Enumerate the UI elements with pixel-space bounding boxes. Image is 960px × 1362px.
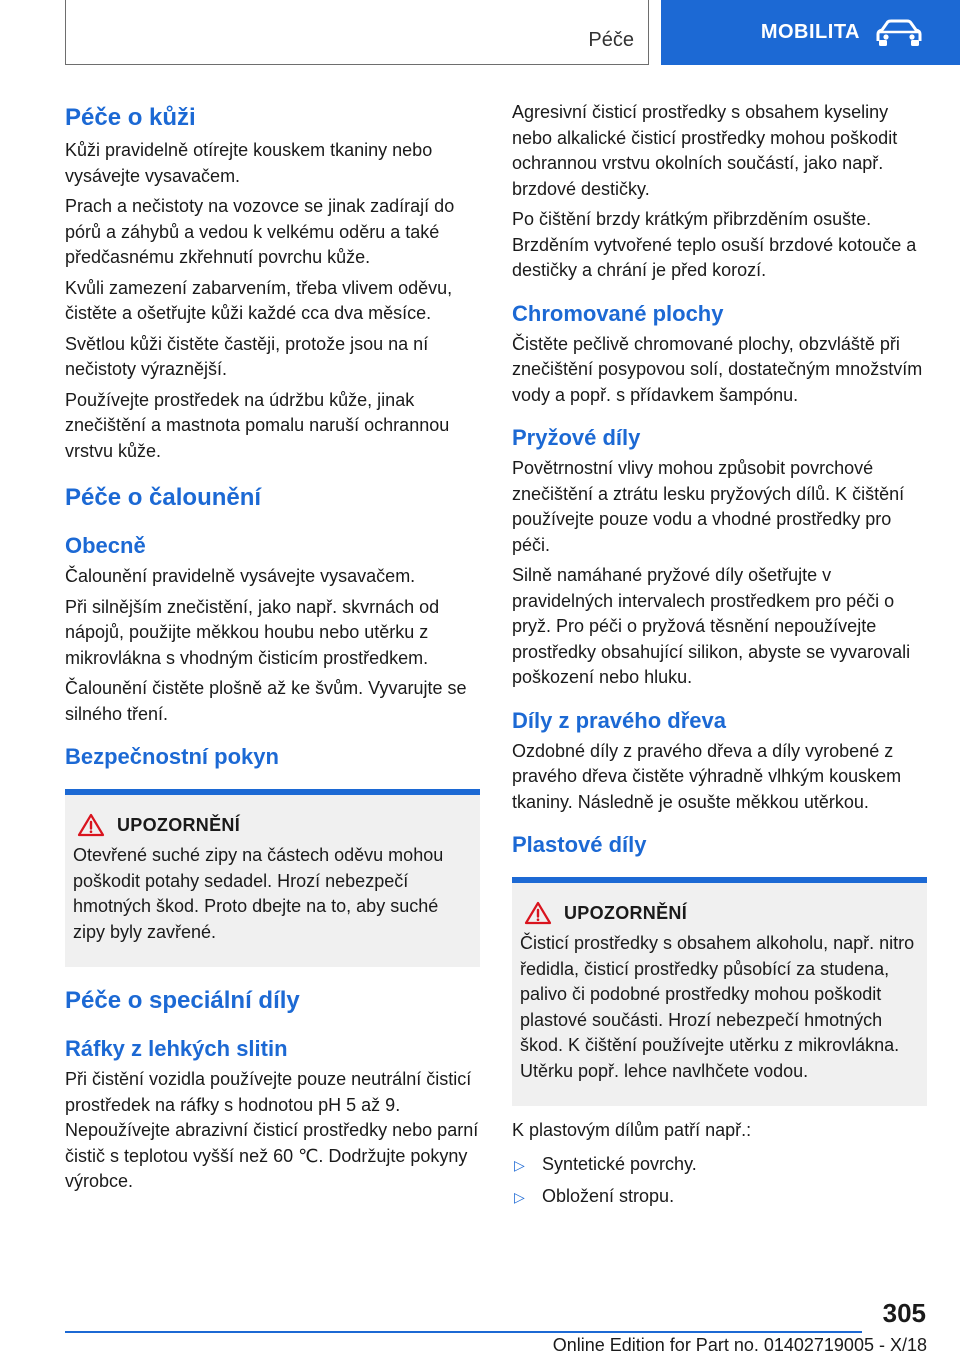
general-paragraph-1: Čalounění pravidelně vysávejte vysavačem.: [65, 566, 416, 586]
wood-paragraph-1: Ozdobné díly z pravého dřeva a díly vyrobené z pravého dřeva čistěte výhradně vlhkým kouskem tkaniny. Následně je osušte měkkou utěrkou.: [512, 740, 902, 812]
list-item: [512, 1149, 927, 1181]
list-item: [512, 1181, 927, 1213]
header-section-box: [65, 0, 649, 65]
list-item-text: Syntetické povrchy.: [542, 1153, 697, 1174]
chrome-surfaces-subtitle: Chromované plochy: [512, 300, 724, 326]
warning-box-plastics: [512, 877, 927, 1106]
warning-title: UPOZORNĚNÍ: [117, 814, 241, 835]
left-column: [65, 100, 480, 1200]
real-wood-subtitle: Díly z pravého dřeva: [512, 707, 726, 733]
general-paragraph-3: Čalounění čistěte plošně až ke švům. Vyvarujte se silného tření.: [65, 678, 467, 724]
header-section-title: Péče: [588, 29, 634, 51]
footer-divider: [65, 1331, 862, 1333]
plastic-intro: K plastovým dílům patří např.:: [512, 1120, 752, 1140]
rims-paragraph-1: Při čistění vozidla používejte pouze neutrální čisticí prostředek na ráfky s hodnotou pH 5 až 9. Nepoužívejte abrazivní čisticí prostředky nebo parní čistič s teplotou vyšší než 60 ℃. Dodržujte pokyny výrobce.: [65, 1069, 479, 1191]
rubber-paragraph-2: Silně namáhané pryžové díly ošetřujte v pravidelných intervalech prostředkem pro péči o pryž. Pro péči o pryžová těsnění nepoužívejte prostředky obsahující silikon, abyste se vyvarovali poškození nebo hluku.: [512, 565, 911, 687]
header-tab-mobility[interactable]: [661, 0, 960, 65]
plastic-parts-list: [512, 1149, 927, 1213]
car-icon: [874, 19, 924, 47]
list-item-text: Obložení stropu.: [542, 1185, 675, 1206]
warning-text: Čisticí prostředky s obsahem alkoholu, např. nitro ředidla, čisticí prostředky působící za studena, palivo či podobné prostředky mohou poškodit plastové součásti. Hrozí nebezpečí hmotných škod. K čištění používejte utěrku z mikrovlákna. Utěrku popř. lehce navlhčete vodou.: [520, 933, 915, 1081]
rims-paragraph-2: Agresivní čisticí prostředky s obsahem kyseliny nebo alkalické čisticí prostředky mohou poškodit ochrannou vrstvu okolních součástí, jako např. brzdové destičky.: [512, 102, 898, 199]
general-subtitle: Obecně: [65, 533, 146, 558]
warning-triangle-icon: [524, 901, 552, 925]
leather-paragraph-1: Kůži pravidelně otírejte kouskem tkaniny nebo vysávejte vysavačem.: [65, 140, 433, 186]
warning-triangle-icon: [77, 813, 105, 837]
leather-care-title: Péče o kůži: [65, 104, 196, 131]
chrome-paragraph-1: Čistěte pečlivě chromované plochy, obzvláště při znečištění posypovou solí, dostatečným množstvím vody a popř. s přídavkem šampónu.: [512, 333, 923, 405]
warning-text: Otevřené suché zipy na částech oděvu mohou poškodit potahy sedadel. Hrozí nebezpečí hmotných škod. Proto dbejte na to, aby suché zipy byly zavřené.: [73, 845, 444, 942]
general-paragraph-2: Při silnějším znečistění, jako např. skvrnách od nápojů, použijte měkkou houbu nebo utěrku z mikrovlákna s vhodným čisticím prostředkem.: [65, 596, 440, 668]
leather-paragraph-4: Světlou kůži čistěte častěji, protože jsou na ní nečistoty výraznější.: [65, 333, 429, 379]
warning-box-zippers: [65, 789, 480, 967]
warning-header: [73, 813, 472, 837]
alloy-rims-subtitle: Ráfky z lehkých slitin: [65, 1036, 288, 1061]
footer-edition: Online Edition for Part no. 01402719005 - X/18: [552, 1335, 927, 1355]
leather-paragraph-2: Prach a nečistoty na vozovce se jinak zadírají do pórů a záhybů a vedou k velkému oděru a také předčasnému zkřehnutí povrchu kůže.: [65, 196, 455, 267]
list-bullet-icon: ▷: [514, 1188, 525, 1205]
leather-paragraph-3: Kvůli zamezení zabarvením, třeba vlivem oděvu, čistěte a ošetřujte kůži každé cca dva měsíce.: [65, 277, 453, 323]
warning-title: UPOZORNĚNÍ: [564, 902, 688, 923]
plastic-parts-subtitle: Plastové díly: [512, 832, 647, 857]
rubber-paragraph-1: Povětrnostní vlivy mohou způsobit povrchové znečištění a ztrátu lesku pryžových dílů. K čištění používejte pouze vodu a vhodné prostředky pro péči.: [512, 458, 905, 555]
rubber-parts-subtitle: Pryžové díly: [512, 425, 641, 450]
list-bullet-icon: ▷: [514, 1156, 525, 1173]
warning-header: [520, 901, 919, 925]
page-number: 305: [882, 1298, 926, 1328]
special-parts-title: Péče o speciální díly: [65, 987, 300, 1014]
rims-paragraph-3: Po čištění brzdy krátkým přibrzděním osušte. Brzděním vytvořené teplo osuší brzdové kotouče a destičky a chrání je před korozí.: [512, 209, 917, 280]
upholstery-care-title: Péče o čalounění: [65, 484, 262, 511]
right-column: [512, 100, 927, 1213]
leather-paragraph-5: Používejte prostředek na údržbu kůže, jinak znečištění a mastnota pomalu naruší ochrannou vrstvu kůže.: [65, 389, 450, 461]
safety-notice-title: Bezpečnostní pokyn: [65, 744, 279, 769]
header-tab-label: MOBILITA: [760, 21, 860, 43]
